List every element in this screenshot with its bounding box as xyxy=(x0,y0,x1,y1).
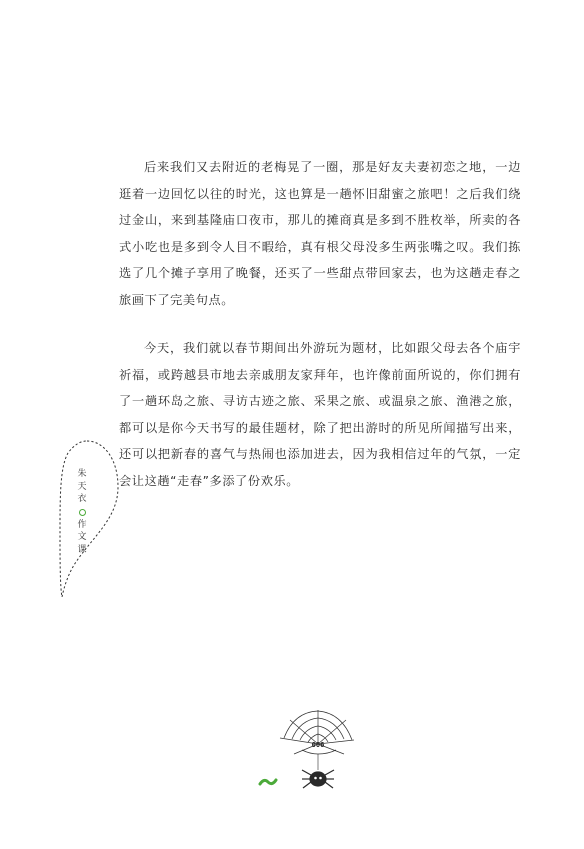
page-number: 006 xyxy=(311,741,325,749)
side-tag-char: 文 xyxy=(77,532,87,542)
green-circle-icon xyxy=(79,509,86,516)
caterpillar-icon xyxy=(260,780,276,784)
side-tag-text xyxy=(73,468,91,556)
body-paragraph-2: 今天，我们就以春节期间出外游玩为题材，比如跟父母去各个庙宇祈福，或跨越县市地去亲戚朋友家拜年，也许像前面所说的，你们拥有了一趟环岛之旅、寻访古迹之旅、采果之旅、或温泉之旅、渔港之旅，都可以是你今天书写的最佳题材，除了把出游时的所见所闻描写出来，还可以把新春的喜气与热闹也添加进去，因为我相信过年的气氛，一定会让这趟“走春”多添了份欢乐。 xyxy=(119,341,521,488)
footer-decoration xyxy=(250,708,360,798)
side-tag-char: 天 xyxy=(77,481,87,492)
side-tag-char: 作 xyxy=(77,519,87,530)
body-paragraph-1: 后来我们又去附近的老梅晃了一圈，那是好友夫妻初恋之地，一边逛着一边回忆以往的时光，这也算是一趟怀旧甜蜜之旅吧！之后我们绕过金山，来到基隆庙口夜市，那儿的摊商真是多到不胜枚举，所卖的各式小吃也是多到令人目不暇给，真有根父母没多生两张嘴之叹。我们拣选了几个摊子享用了晚餐，还买了一些甜点带回家去，也为这趟走春之旅画下了完美句点。 xyxy=(119,160,521,307)
side-tag-char: 课 xyxy=(77,544,87,555)
side-tag-char: 衣 xyxy=(77,494,87,504)
spider-icon xyxy=(302,754,334,788)
side-tag-char: 朱 xyxy=(77,469,87,479)
